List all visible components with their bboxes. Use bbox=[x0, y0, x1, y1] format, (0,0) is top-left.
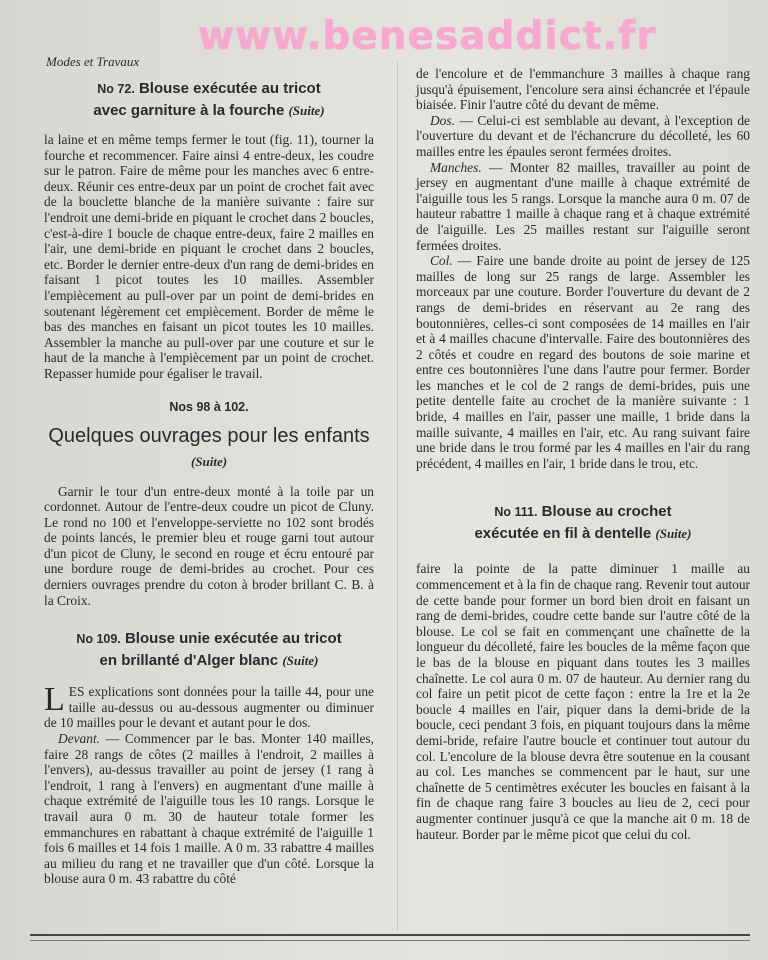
column-divider bbox=[397, 62, 398, 930]
bottom-rule-thin bbox=[30, 940, 750, 941]
section-109-number: No 109. bbox=[76, 632, 121, 647]
section-98-number-text: Nos 98 à 102. bbox=[169, 399, 249, 414]
section-109-title-line1: Blouse unie exécutée au tricot bbox=[124, 630, 342, 648]
section-109-devant bbox=[44, 731, 374, 887]
section-109-intro bbox=[44, 681, 374, 731]
bottom-rule bbox=[30, 934, 750, 936]
section-109-title-line2: en brillanté d'Alger blanc bbox=[99, 652, 279, 670]
col-label: Col. bbox=[430, 253, 453, 269]
section-111-title-line2: exécutée en fil à dentelle bbox=[474, 525, 652, 543]
watermark-text: www.benesaddict.fr bbox=[198, 14, 657, 59]
section-98-number bbox=[44, 396, 374, 418]
dos-body: — Celui-ci est semblable au devant, à l'exception de l'ouverture du devant et de l'échancrure du décolleté, les 60 mailles entre les épaules seront fermées droites. bbox=[416, 112, 750, 159]
section-111-body: faire la pointe de la patte diminuer 1 maille au commencement et à la fin de chaque rang. Revenir tout autour de cette bande pour former un bord bien droit en faisant un rang de demi-brides, coudre cette bande sur l'autre côté de la blouse. Le col se fait en commençant une chaînette de la longueur du décolleté, faire les boucles de la même façon que le bas de la blouse en piquant dans toutes les 3 mailles chaînette. Le col aura 0 m. 07 de hauteur. Au dernier rang du col faire un petit picot de cette façon : entre la 1re et la 2e boucle 4 mailles en l'air, piquer dans la demi-bride de la boucle, ceci pendant 3 fois, en piquant toujours dans la même demi-bride, refaire l'autre boucle et continuer tout autour du col. L'encolure de la blouse devra être soutenue en la cousant au col. Les manches se commencent par le haut, sur une chaînette de 5 centimètres exécuter les boucles en faisant à la fin de chaque rang faire 3 boucles au lieu de 2, ceci pour augmenter continuer jusqu'à ce que la manche ait 0 m. 18 de hauteur. Border par le même picot que celui du col. bbox=[416, 561, 750, 842]
running-head: Modes et Travaux bbox=[46, 54, 140, 69]
section-109-title bbox=[44, 628, 374, 672]
manches-body: — Monter 82 mailles, travailler au point de jersey en augmentant d'une maille à chaque extrémité de l'aiguille tous les 5 rangs. Lorsque la manche aura 0 m. 07 de hauteur rabattre 1 maille à chaque rang et à chaque extrémité de l'aiguille. Les 25 mailles restant sur l'aiguille seront fermées droites. bbox=[416, 159, 750, 253]
col-paragraph bbox=[416, 253, 750, 471]
section-98-title-text: Quelques ouvrages pour les enfants bbox=[48, 424, 370, 447]
section-98-body: Garnir le tour d'un entre-deux monté à la toile par un cordonnet. Autour de l'entre-deux coudre un picot de Cluny. Le rond no 100 et l'enveloppe-serviette no 102 sont brodés de points lancés, le premier bleu et rouge garni tout autour d'un picot de Cluny, le second en rouge et écru entouré par une bordure rouge de demi-brides au crochet. Pour ces derniers ouvrages prendre du coton à broder brillant C. B. à la Croix. bbox=[44, 483, 374, 608]
right-column bbox=[416, 66, 750, 842]
section-72-title-line1: Blouse exécutée au tricot bbox=[138, 80, 321, 97]
section-111-number: No 111. bbox=[494, 505, 538, 520]
section-98-suite: (Suite) bbox=[190, 453, 228, 469]
manches-label: Manches. bbox=[430, 159, 482, 175]
col-body: — Faire une bande droite au point de jersey de 125 mailles de long sur 25 rangs de large. Assembler les morceaux par une couture. Border l'ouverture du devant de 2 rangs de demi-brides en réservant au 2e rang des boutonnières, celles-ci sont composées de 14 mailles en l'air et à 4 mailles chacune d'intervalle. Faire des boutonnières des 2 côtés et coudre en regard des boutons de soie marine et entre ces boutonnières l'une dans l'autre pour fermer. Border les manches et le col de 2 rangs de demi-brides, puis une petite dentelle faite au crochet de la manière suivante : 1 bride, 4 mailles en l'air, passer une maille, 1 bride dans la maille suivante, 4 mailles en l'air, etc. Au rang suivant faire une bride dans le trou formé par les 4 mailles en l'air du rang précédent, 4 mailles en l'air, 1 bride dans le trou, etc. bbox=[416, 253, 750, 471]
section-98-title bbox=[44, 424, 374, 474]
section-72-suite: (Suite) bbox=[288, 103, 325, 118]
section-111-suite: (Suite) bbox=[655, 526, 692, 542]
manches-paragraph bbox=[416, 160, 750, 254]
section-109-suite: (Suite) bbox=[282, 653, 319, 669]
devant-label: Devant. bbox=[58, 731, 101, 747]
section-109-dropcap: L bbox=[44, 681, 65, 719]
section-72-title bbox=[44, 78, 374, 122]
section-109-intro-text: ES explications sont données pour la taille 44, pour une taille au-dessus ou au-dessous augmenter ou diminuer de 10 mailles pour le devant et autant pour le dos. bbox=[44, 684, 374, 731]
left-column bbox=[44, 78, 374, 887]
dos-paragraph bbox=[416, 113, 750, 160]
section-72-number: No 72. bbox=[97, 82, 135, 96]
section-111-title bbox=[416, 501, 750, 545]
dos-label: Dos. bbox=[430, 112, 455, 128]
section-111-title-line1: Blouse au crochet bbox=[541, 503, 672, 521]
devant-body: — Commencer par le bas. Monter 140 mailles, faire 28 rangs de côtes (2 mailles à l'endroit, 2 mailles à l'envers), au-dessus travailler au point de jersey (1 rang à l'endroit, 1 rang à l'envers) en augmentant d'une maille à chaque extrémité de l'aiguille tous les 10 rangs. Lorsque le travail aura 0 m. 30 de hauteur totale former les emmanchures en rabattant à chaque extrémité de l'aiguille 1 fois 6 mailles et 14 fois 1 maille. A 0 m. 33 rabattre 4 mailles au milieu du rang et ne travailler que d'un côté. Lorsque la blouse aura 0 m. 43 rabattre du côté bbox=[44, 731, 374, 887]
section-72-body: la laine et en même temps fermer le tout (fig. 11), tourner la fourche et recommencer. Faire ainsi 4 entre-deux, les coudre sur le patron. Faire de même pour les manches avec 6 entre-deux. Réunir ces entre-deux par un point de crochet fait avec de la bouclette blanche de la manière suivante : faire sur l'endroit une demi-bride en piquant le crochet dans 2 boucles, c'est-à-dire 1 boucle de chaque entre-deux, faire 2 mailles en l'air, une demi-bride en piquant le crochet dans 2 boucles, etc. Border le dernier entre-deux d'un rang de demi-brides en faisant 1 picot toutes les 10 mailles. Assembler l'empiècement au pull-over par un point de demi-brides en soutenant légèrement cet empiècement. Border de même le bas des manches en faisant un picot toutes les 10 mailles. Assembler la manche au pull-over par une couture et sur le haut de la manche à l'empiècement par un point de crochet. Repasser humide pour égaliser le travail. bbox=[44, 132, 374, 381]
section-72-title-line2: avec garniture à la fourche bbox=[93, 102, 285, 119]
section-109-continued: de l'encolure et de l'emmanchure 3 mailles à chaque rang jusqu'à épuisement, l'encolure sera ainsi échancrée et l'épaule biaisée. Finir l'autre côté du devant de même. bbox=[416, 66, 750, 113]
